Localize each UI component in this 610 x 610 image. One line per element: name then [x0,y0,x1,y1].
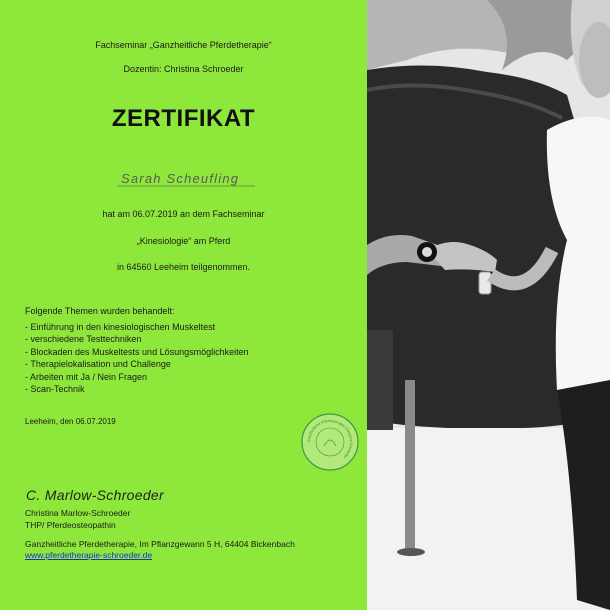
topic-item: - Einführung in den kinesiologischen Muskeltest [25,322,216,332]
topic-item: - Therapielokalisation und Challenge [25,359,171,370]
horse-therapy-photo [367,0,610,610]
signer-title: THP/ Pferdeosteopathin [25,520,116,530]
signer-name: Christina Marlow-Schroeder [25,508,131,518]
location-line: in 64560 Leeheim teilgenommen. [116,262,251,272]
topic-item: - Arbeiten mit Ja / Nein Fragen [25,371,148,382]
topic-item: - Blockaden des Muskeltests und Lösungsmöglichkeiten [25,346,249,357]
attended-line: hat am 06.07.2019 an dem Fachseminar [102,209,265,219]
topics-heading: Folgende Themen wurden behandelt: [25,306,175,316]
website-link[interactable]: www.pferdetherapie-schroeder.de [25,550,153,560]
place-date: Leeheim, den 06.07.2019 [25,417,116,426]
certificate-title: ZERTIFIKAT [111,105,256,132]
topic-item: - Scan-Technik [25,384,85,395]
seminar-line: Fachseminar „Ganzheitliche Pferdetherapie“ [95,40,272,50]
photo-illustration [367,0,610,610]
lecturer-line: Dozentin: Christina Schroeder [123,64,244,74]
recipient-handwriting: Sarah Scheufling [121,171,240,186]
stamp-seal [300,412,360,472]
signature [24,484,194,506]
stamp-text: Ganzheitliche Pferdetherapie Christina Schroeder [306,418,354,460]
signature-handwriting: C. Marlow-Schroeder [26,487,164,503]
topics-list [25,321,249,395]
address-line: Ganzheitliche Pferdetherapie, Im Pflanzgewann 5 H, 64404 Bickenbach [25,539,295,549]
recipient-name [117,168,257,194]
course-line: „Kinesiologie“ am Pferd [136,236,231,246]
topic-item: - verschiedene Testtechniken [25,334,142,345]
